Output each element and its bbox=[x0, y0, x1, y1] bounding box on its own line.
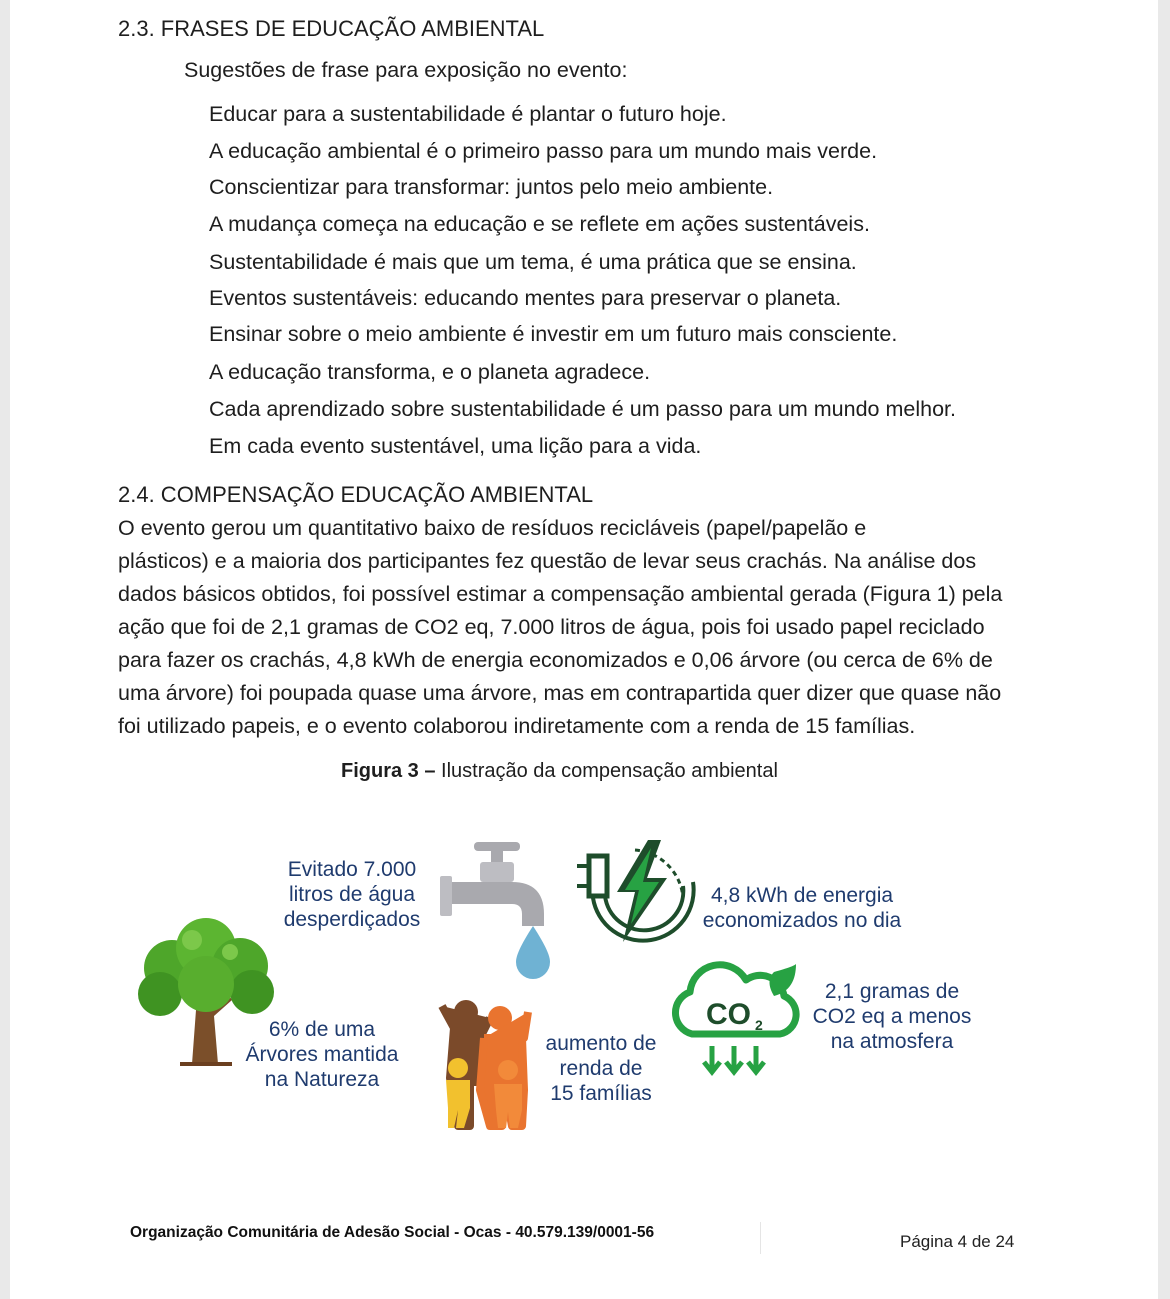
phrases-intro: Sugestões de frase para exposição no evento: bbox=[184, 58, 628, 82]
water-label-line: Evitado 7.000 bbox=[287, 858, 417, 881]
phrase-item: Sustentabilidade é mais que um tema, é uma prática que se ensina. bbox=[209, 250, 857, 274]
paragraph-line: dados básicos obtidos, foi possível estimar a compensação ambiental gerada (Figura 1) pela bbox=[118, 582, 1003, 606]
co2-icon-text: CO bbox=[706, 998, 751, 1031]
families-label-line: aumento de bbox=[545, 1032, 657, 1055]
section-heading-2-3: 2.3. FRASES DE EDUCAÇÃO AMBIENTAL bbox=[118, 16, 545, 41]
phrase-item: Cada aprendizado sobre sustentabilidade é um passo para um mundo melhor. bbox=[209, 397, 956, 421]
figure-caption-text: Ilustração da compensação ambiental bbox=[435, 760, 778, 782]
phrase-item: Conscientizar para transformar: juntos pelo meio ambiente. bbox=[209, 175, 774, 199]
energy-label bbox=[692, 883, 912, 933]
section-heading-2-4: 2.4. COMPENSAÇÃO EDUCAÇÃO AMBIENTAL bbox=[118, 482, 594, 507]
tree-icon bbox=[132, 918, 280, 1068]
phrase-item: A mudança começa na educação e se reflete em ações sustentáveis. bbox=[209, 212, 870, 236]
tree-label-line: na Natureza bbox=[264, 1068, 380, 1091]
figure-caption bbox=[341, 760, 778, 783]
paragraph-line: O evento gerou um quantitativo baixo de resíduos recicláveis (papel/papelão e bbox=[118, 516, 867, 540]
footer-page-number: Página 4 de 24 bbox=[900, 1232, 1015, 1251]
figure-caption-label: Figura 3 – bbox=[341, 760, 436, 782]
tree-label-line: 6% de uma bbox=[268, 1018, 376, 1041]
tree-label-line: Árvores mantida bbox=[245, 1043, 399, 1066]
phrase-item: Em cada evento sustentável, uma lição para a vida. bbox=[209, 434, 702, 458]
phrase-item: Educar para a sustentabilidade é plantar o futuro hoje. bbox=[209, 102, 727, 126]
co2-label bbox=[802, 979, 982, 1054]
families-label-line: renda de bbox=[559, 1057, 643, 1080]
co2-label-line: 2,1 gramas de bbox=[824, 980, 960, 1003]
phrase-item: A educação transforma, e o planeta agradece. bbox=[209, 360, 651, 384]
water-label-line: desperdiçados bbox=[283, 908, 421, 931]
paragraph-line: para fazer os crachás, 4,8 kWh de energia economizados e 0,06 árvore (ou cerca de 6% de bbox=[118, 648, 993, 672]
phrase-item: Ensinar sobre o meio ambiente é investir em um futuro mais consciente. bbox=[209, 322, 898, 346]
families-label-line: 15 famílias bbox=[550, 1082, 652, 1105]
footer-divider bbox=[760, 1222, 761, 1254]
co2-cloud-icon bbox=[662, 962, 804, 1080]
co2-label-line: na atmosfera bbox=[830, 1030, 954, 1053]
paragraph-line: plásticos) e a maioria dos participantes fez questão de levar seus crachás. Na análise dos bbox=[118, 549, 977, 573]
paragraph-line: uma árvore) foi poupada quase uma árvore, mas em contrapartida quer dizer que quase não bbox=[118, 681, 1002, 705]
water-tap-icon bbox=[440, 838, 555, 978]
phrase-item: Eventos sustentáveis: educando mentes para preservar o planeta. bbox=[209, 286, 842, 310]
water-label-line: litros de água bbox=[288, 883, 416, 906]
families-label bbox=[536, 1031, 666, 1106]
co2-icon-subscript: 2 bbox=[755, 1017, 763, 1033]
footer-organization: Organização Comunitária de Adesão Social - Ocas - 40.579.139/0001-56 bbox=[130, 1224, 655, 1241]
energy-label-line: 4,8 kWh de energia bbox=[710, 884, 894, 907]
co2-label-line: CO2 eq a menos bbox=[812, 1005, 972, 1028]
compensation-paragraph bbox=[118, 512, 1002, 743]
water-label bbox=[272, 857, 432, 932]
phrase-item: A educação ambiental é o primeiro passo para um mundo mais verde. bbox=[209, 139, 878, 163]
family-icon bbox=[436, 998, 540, 1130]
energy-label-line: economizados no dia bbox=[702, 909, 902, 932]
paragraph-line: foi utilizado papeis, e o evento colaborou indiretamente com a renda de 15 famílias. bbox=[118, 714, 916, 738]
energy-plug-icon bbox=[575, 838, 700, 950]
paragraph-line: ação que foi de 2,1 gramas de CO2 eq, 7.000 litros de água, pois foi usado papel reciclado bbox=[118, 615, 985, 639]
